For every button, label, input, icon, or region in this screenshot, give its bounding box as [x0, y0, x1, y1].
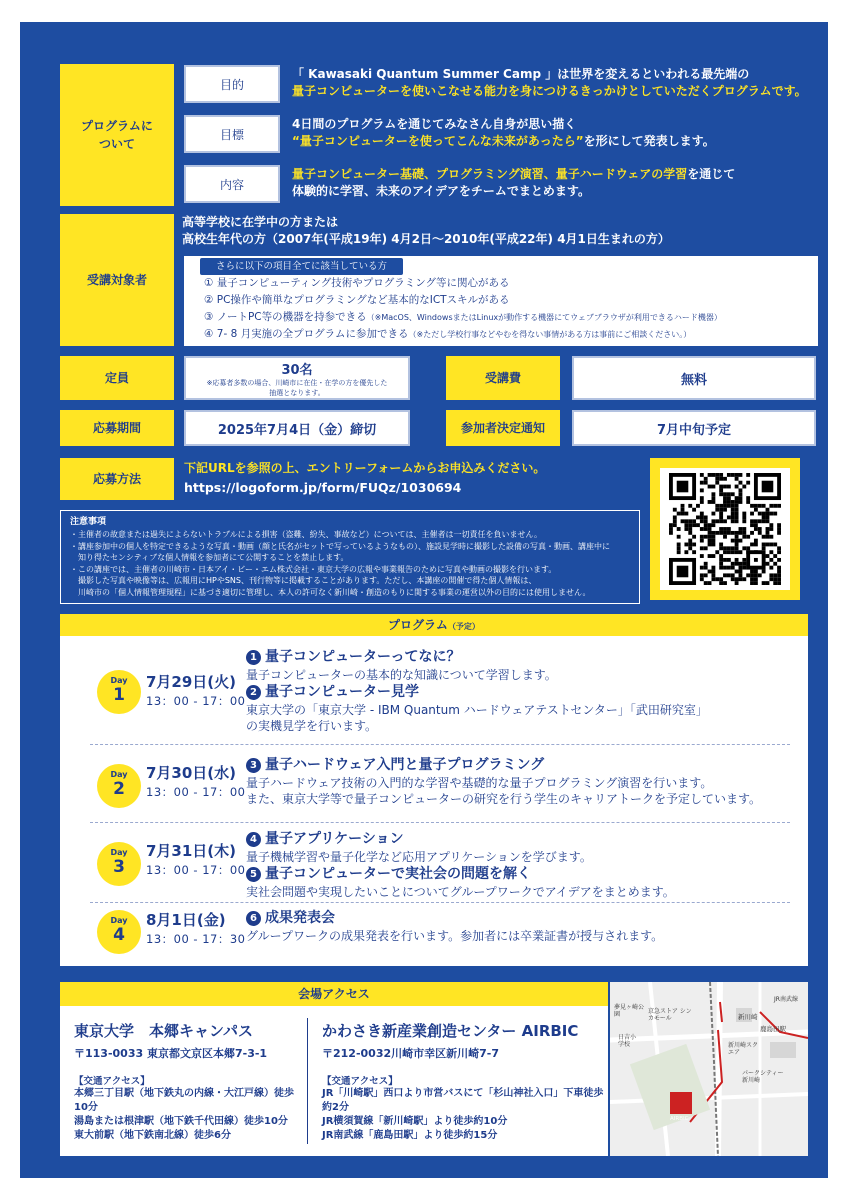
condition-item	[196, 275, 806, 292]
session-title-text: 量子コンピューターで実社会の問題を解く	[265, 866, 531, 882]
apply-label: 応募方法	[60, 458, 174, 500]
session-title	[246, 683, 796, 702]
period-value: 2025年7月4日（金）締切	[184, 410, 410, 446]
conditions-title: さらに以下の項目全てに該当している方	[200, 258, 403, 275]
session-desc: 東京大学の「東京大学 - IBM Quantum ハードウェアテストセンター」「武田研究室」	[246, 703, 708, 717]
map-label: JR南武線	[774, 996, 798, 1003]
day-badge	[97, 670, 141, 714]
map-label: 夢見ヶ崎公園	[614, 1004, 645, 1018]
transport-line: 本郷三丁目駅（地下鉄丸の内線・大江戸線）徒歩10分	[74, 1088, 294, 1113]
qr-code-icon[interactable]	[669, 473, 781, 585]
session-desc: グループワークの成果発表を行います。参加者には卒業証書が授与されます。	[246, 929, 664, 943]
notify-label: 参加者決定通知	[446, 410, 560, 446]
venue-tokyo	[74, 1020, 302, 1143]
transport-line: JR「川崎駅」西口より市営バスにて「杉山神社入口」下車徒歩約2分	[322, 1088, 604, 1113]
eligibility-line2: 高校生年代の方（2007年(平成19年) 4月2日～2010年(平成22年) 4月1日生まれの方）	[182, 232, 670, 247]
day-badge-number: 2	[113, 779, 125, 799]
notes-box	[60, 510, 640, 604]
condition-note: （※ただし学校行事などやむを得ない事情がある方は事前にご相談ください。）	[408, 329, 692, 339]
day-sessions	[246, 648, 796, 734]
goal-label: 目標	[184, 115, 280, 153]
condition-text: 7- 8 月実施の全プログラムに参加できる	[216, 327, 409, 340]
program-header	[60, 614, 808, 636]
notes-line: ・講座参加中の個人を特定できるような写真・動画（顔と氏名がセットで写っているようなもの）、施設見学時に撮影した設備の写真・動画、講座中に	[70, 541, 610, 551]
day-sessions	[246, 830, 796, 900]
fee-label: 受講費	[446, 356, 560, 400]
day-badge-label: Day	[110, 676, 128, 685]
map-label: 新川崎	[738, 1013, 758, 1021]
day-date: 7月30日(水)	[146, 764, 237, 782]
venue-name: 東京大学 本郷キャンパス	[74, 1022, 253, 1040]
day-2	[60, 744, 808, 822]
program-title: プログラム	[388, 618, 448, 632]
session-number-icon: 3	[246, 758, 261, 773]
day-badge	[97, 910, 141, 954]
day-time: 13：00 - 17：30	[146, 932, 246, 946]
map-label: 京急ストア シンカモール	[648, 1008, 692, 1022]
day-badge	[97, 842, 141, 886]
transport-line: 湯島または根津駅（地下鉄千代田線）徒歩10分	[74, 1116, 288, 1127]
notes-title: 注意事項	[70, 517, 107, 527]
condition-num: ①	[204, 277, 214, 290]
capacity-note-line1: ※応募者多数の場合、川崎市に在住・在学の方を優先した	[206, 378, 388, 387]
session-number-icon: 2	[246, 685, 261, 700]
content-label: 内容	[184, 165, 280, 203]
access-body	[60, 1006, 608, 1156]
program-body	[60, 636, 808, 966]
day-date: 8月1日(金)	[146, 911, 226, 929]
session-title-text: 量子コンピューターってなに？	[265, 649, 461, 665]
day-time: 13：00 - 17：00	[146, 785, 246, 799]
condition-item	[196, 292, 806, 309]
condition-num: ③	[204, 310, 214, 323]
access-map[interactable]	[610, 982, 808, 1156]
day-sessions	[246, 909, 796, 944]
eligibility-line1: 高等学校に在学中の方または	[182, 215, 339, 229]
capacity-note	[207, 378, 388, 398]
session-desc: の実機見学を行います。	[246, 719, 378, 733]
session-number-icon: 5	[246, 867, 261, 882]
purpose-label: 目的	[184, 65, 280, 103]
condition-item	[196, 326, 806, 343]
eligibility-text	[182, 214, 802, 249]
apply-text	[184, 459, 634, 499]
notes-line: 知り得たセンシティブな個人情報を参加者にて公開することを禁止します。	[70, 553, 349, 563]
session-title-text: 量子アプリケーション	[265, 831, 404, 847]
map-label: 鹿島田駅	[760, 1025, 786, 1033]
venue-divider	[307, 1018, 308, 1144]
session-title	[246, 648, 796, 667]
transport-title: 【交通アクセス】	[74, 1076, 150, 1087]
session-title	[246, 830, 796, 849]
condition-num: ②	[204, 293, 214, 306]
map-label-airbic: AIRBIC	[670, 1116, 689, 1122]
day-sessions	[246, 756, 802, 807]
condition-note: （※MacOS、WindowsまたはLinuxが動作する機器にてウェブブラウザが利用できるハード機器）	[366, 312, 722, 322]
session-desc: 量子コンピューターの基本的な知識について学習します。	[246, 668, 557, 682]
venue-address: 〒113-0033 東京都文京区本郷7-3-1	[74, 1047, 268, 1060]
condition-text: 量子コンピューティング技術やプログラミング等に関心がある	[216, 277, 510, 290]
program-about-label-line1: プログラムに	[81, 119, 153, 133]
content-text	[292, 166, 812, 201]
purpose-line2: 量子コンピューターを使いこなせる能力を身につけるきっかけとしていただくプログラムです。	[292, 84, 807, 99]
program-about-label	[60, 64, 174, 206]
day-badge-label: Day	[110, 848, 128, 857]
transport-line: JR横須賀線「新川崎駅」より徒歩約10分	[322, 1116, 508, 1127]
venue-airbic	[322, 1020, 612, 1143]
apply-instruction: 下記URLを参照の上、エントリーフォームからお申込みください。	[184, 461, 546, 475]
fee-value: 無料	[572, 356, 816, 400]
qr-frame	[650, 458, 800, 600]
day-badge-number: 3	[113, 857, 125, 877]
goal-line2-rest: を形にして発表します。	[583, 134, 715, 149]
eligibility-conditions	[184, 256, 818, 346]
day-badge-label: Day	[110, 770, 128, 779]
notes-line: 撮影した写真や映像等は、広報用にHPやSNS、刊行物等に掲載することがあります。ただし、本講座の開催で得た個人情報は、	[70, 576, 537, 586]
session-desc: 実社会問題や実現したいことについてグループワークでアイデアをまとめます。	[246, 885, 675, 899]
day-badge-number: 1	[113, 685, 125, 705]
transport-title: 【交通アクセス】	[322, 1076, 398, 1087]
purpose-text	[292, 66, 812, 101]
day-date: 7月29日(火)	[146, 673, 237, 691]
condition-text: ノートPC等の機器を持参できる	[216, 310, 367, 323]
notes-line: 川崎市の「個人情報管理規程」に基づき適切に管理し、本人の許可なく新川崎・創造のもりに関する事業の運営以外の目的には使用しません。	[70, 588, 591, 598]
goal-text	[292, 116, 812, 151]
day-3	[60, 822, 808, 902]
session-number-icon: 1	[246, 650, 261, 665]
purpose-line1: 「 Kawasaki Quantum Summer Camp 」は世界を変えるといわれる最先端の	[292, 67, 750, 81]
day-time: 13：00 - 17：00	[146, 863, 246, 877]
access-header: 会場アクセス	[60, 982, 608, 1006]
session-title-text: 量子コンピューター見学	[265, 684, 419, 700]
day-1	[60, 636, 808, 744]
program-title-note: （予定）	[447, 622, 480, 631]
day-4	[60, 902, 808, 966]
map-label: 新川崎スクエア	[728, 1042, 759, 1056]
goal-line1: 4日間のプログラムを通じてみなさん自身が思い描く	[292, 117, 577, 131]
eligibility-label: 受講対象者	[60, 214, 174, 346]
day-date: 7月31日(木)	[146, 842, 237, 860]
apply-url-link[interactable]: https://logoform.jp/form/FUQz/1030694	[184, 480, 462, 495]
condition-num: ④	[204, 327, 214, 340]
capacity-note-line2: 抽選となります。	[269, 388, 325, 397]
condition-item	[196, 309, 806, 326]
transport-line: JR南武線「鹿島田駅」より徒歩約15分	[322, 1130, 498, 1141]
period-label: 応募期間	[60, 410, 174, 446]
session-number-icon: 4	[246, 832, 261, 847]
map-label: パークシティー新川崎	[742, 1070, 784, 1084]
map-label: 日吉小学校	[618, 1034, 637, 1048]
capacity-box	[184, 356, 410, 400]
day-badge	[97, 764, 141, 808]
session-desc: 量子機械学習や量子化学など応用アプリケーションを学びます。	[246, 850, 592, 864]
notes-line: ・主催者の故意または過失によらないトラブルによる損害（盗難、紛失、事故など）については、主催者は一切責任を負いません。	[70, 530, 542, 540]
session-title	[246, 909, 796, 928]
capacity-value: 30名	[281, 362, 313, 378]
venue-address: 〒212-0032川崎市幸区新川崎7-7	[322, 1047, 500, 1060]
day-badge-number: 4	[113, 925, 125, 945]
transport-line: 東大前駅（地下鉄南北線）徒歩6分	[74, 1130, 231, 1141]
session-title-text: 成果発表会	[265, 910, 335, 926]
capacity-label: 定員	[60, 356, 174, 400]
day-time: 13：00 - 17：00	[146, 694, 246, 708]
session-number-icon: 6	[246, 911, 261, 926]
session-title	[246, 756, 802, 775]
condition-text: PC操作や簡単なプログラミングなど基本的なICTスキルがある	[216, 293, 510, 306]
day-badge-label: Day	[110, 916, 128, 925]
program-about-label-line2: ついて	[98, 137, 135, 151]
session-title	[246, 865, 796, 884]
content-line1-rest: を通じて	[687, 167, 736, 181]
venue-name: かわさき新産業創造センター AIRBIC	[322, 1022, 579, 1040]
notes-line: ・この講座では、主催者の川崎市・日本アイ・ビー・エム株式会社・東京大学の広報や事業報告のために写真や動画の撮影を行います。	[70, 564, 557, 574]
session-title-text: 量子ハードウェア入門と量子プログラミング	[265, 757, 545, 773]
content-highlight: 量子コンピューター基礎、プログラミング演習、量子ハードウェアの学習	[292, 167, 688, 181]
session-desc: 量子ハードウェア技術の入門的な学習や基礎的な量子プログラミング演習を行います。	[246, 776, 713, 790]
notify-value: 7月中旬予定	[572, 410, 816, 446]
content-line2: 体験的に学習、未来のアイデアをチームでまとめます。	[292, 184, 590, 199]
goal-highlight: “量子コンピューターを使ってこんな未来があったら”	[292, 134, 584, 149]
session-desc: また、東京大学等で量子コンピューターの研究を行う学生のキャリアトークを予定しています。	[246, 792, 762, 806]
